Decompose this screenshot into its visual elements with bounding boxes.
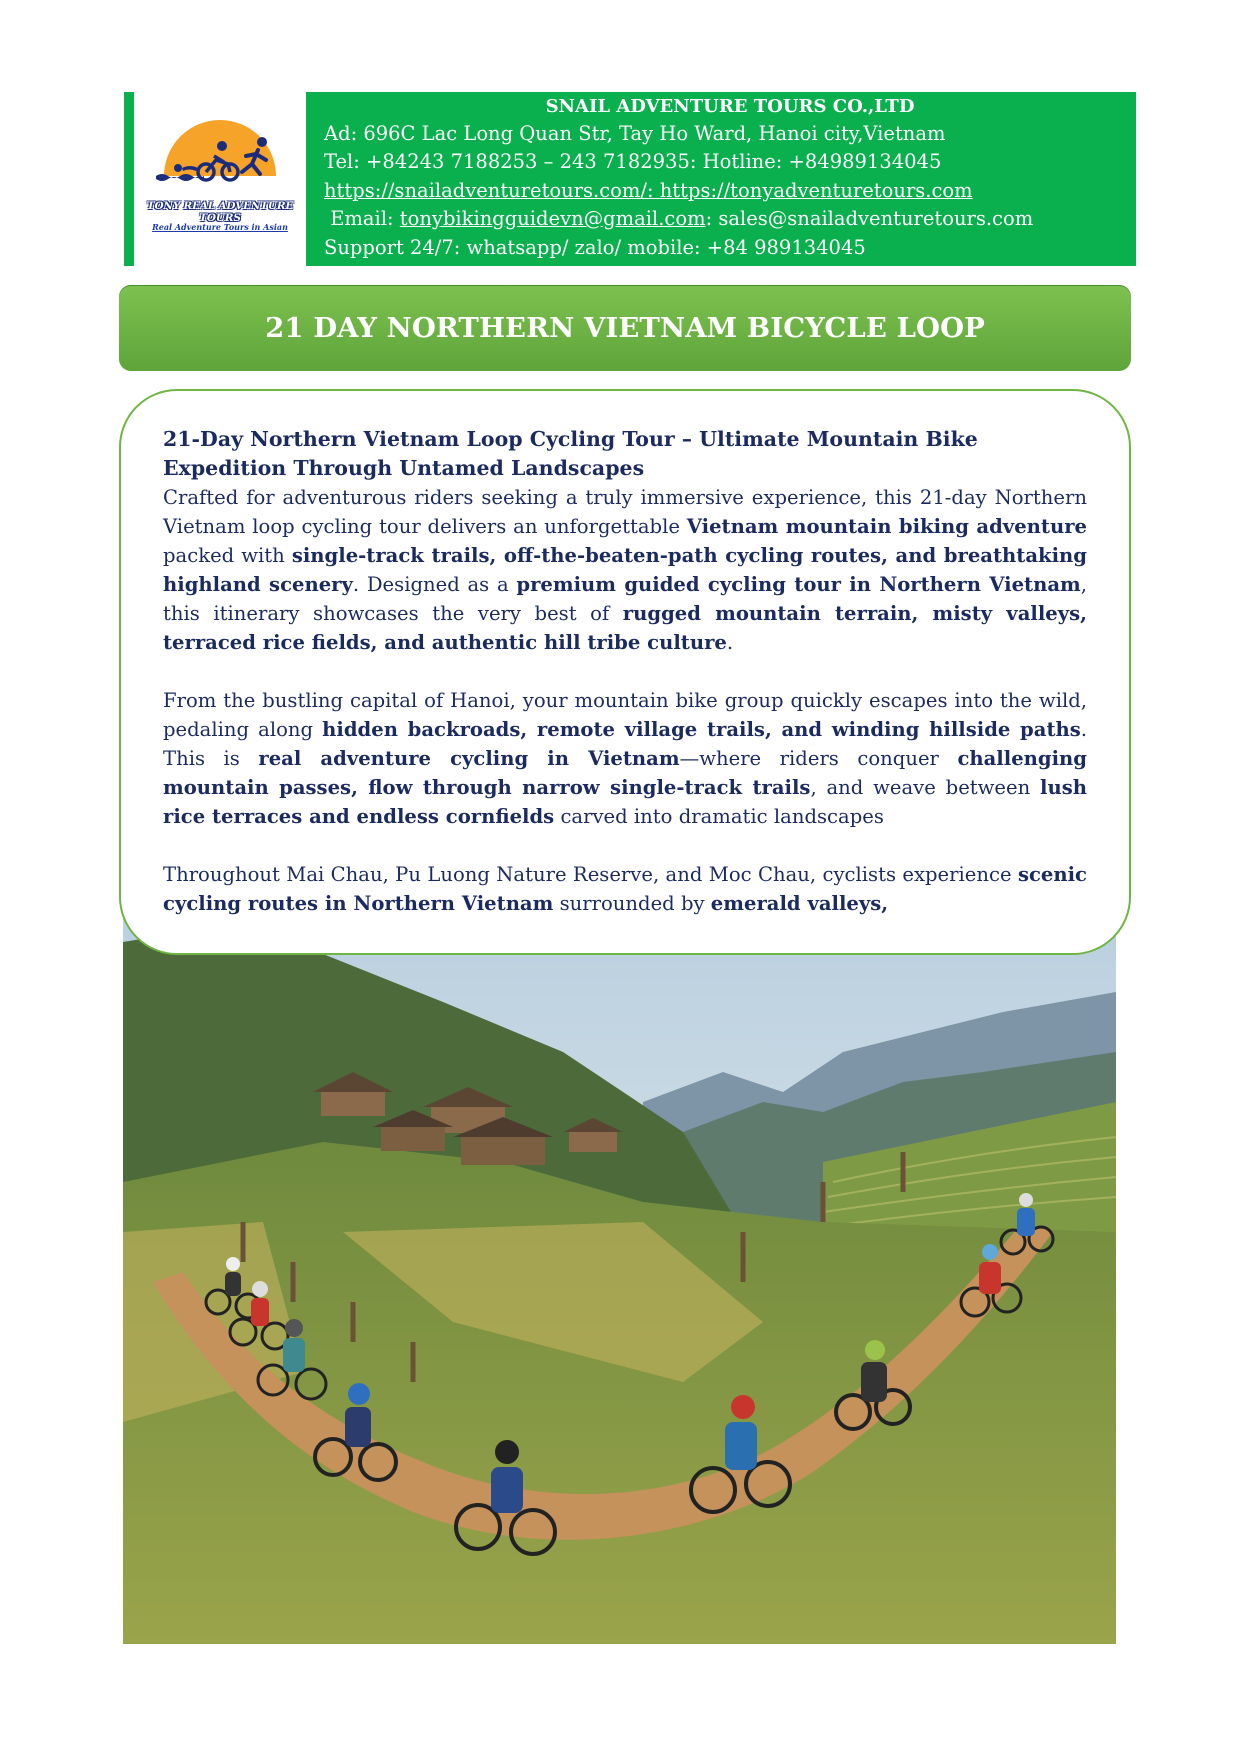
description-paragraph-2 bbox=[163, 686, 1087, 831]
p2-highlight: lush rice terraces and endless cornfields bbox=[163, 776, 1088, 828]
p3-run: surrounded by bbox=[553, 892, 711, 915]
tour-description-card bbox=[119, 389, 1131, 955]
p2-run: From the bustling capital of Hanoi, your mountain bike group quickly escapes into the wild, pedaling along bbox=[163, 689, 1087, 741]
p1-run: . bbox=[726, 631, 734, 654]
tour-photo bbox=[123, 902, 1116, 1644]
p1-run: , this itinerary showcases the very best of bbox=[163, 573, 1087, 625]
p1-highlight: premium guided cycling tour in Northern Vietnam bbox=[516, 573, 1081, 596]
email-link[interactable]: tonybikingguidevn@gmail.com bbox=[399, 207, 706, 231]
email-sales: : sales@snailadventuretours.com bbox=[705, 207, 1034, 231]
mountain-biking-photo bbox=[123, 902, 1116, 1644]
tour-title: 21 DAY NORTHERN VIETNAM BICYCLE LOOP bbox=[265, 312, 985, 344]
company-support: Support 24/7: whatsapp/ zalo/ mobile: +84 989134045 bbox=[324, 235, 866, 259]
p1-run: Crafted for adventurous riders seeking a truly immersive experience, this 21-day Northern Vietnam loop cycling tour delivers an unforgettable bbox=[163, 486, 1087, 538]
website-link-snail[interactable]: https://snailadventuretours.com/ bbox=[324, 178, 647, 202]
p2-highlight: challenging mountain passes, flow through narrow single-track trails bbox=[163, 747, 1087, 799]
description-paragraph-3 bbox=[163, 860, 1087, 918]
company-header bbox=[124, 92, 1136, 266]
p1-highlight: Vietnam mountain biking adventure bbox=[686, 515, 1087, 538]
p3-highlight: scenic cycling routes in Northern Vietnam bbox=[163, 863, 1087, 915]
website-separator: : bbox=[646, 178, 660, 202]
p2-run: , and weave between bbox=[810, 776, 1041, 799]
company-phone: Tel: +84243 7188253 – 243 7182935: Hotline: +84989134045 bbox=[324, 150, 942, 174]
logo-tagline: Real Adventure Tours in Asian bbox=[152, 222, 288, 232]
p1-highlight: rugged mountain terrain, misty valleys, terraced rice fields, and authentic hill tribe culture bbox=[163, 602, 1087, 654]
description-heading: 21-Day Northern Vietnam Loop Cycling Tour – Ultimate Mountain Bike Expedition Through Untamed Landscapes bbox=[163, 427, 978, 480]
company-logo bbox=[134, 92, 306, 266]
p1-highlight: single-track trails, off-the-beaten-path cycling routes, and breathtaking highland scenery bbox=[163, 544, 1088, 596]
p2-run: carved into dramatic landscapes bbox=[554, 805, 884, 828]
p2-highlight: hidden backroads, remote village trails, and winding hillside paths bbox=[322, 718, 1081, 741]
company-websites bbox=[324, 177, 1136, 205]
description-paragraph-1 bbox=[163, 483, 1087, 657]
p2-highlight: real adventure cycling in Vietnam bbox=[258, 747, 680, 770]
website-link-tony[interactable]: https://tonyadventuretours.com bbox=[659, 178, 973, 202]
tour-description bbox=[163, 425, 1087, 918]
logo-emblem-icon bbox=[150, 106, 290, 202]
p1-run: . Designed as a bbox=[352, 573, 517, 596]
p2-run: —where riders conquer bbox=[679, 747, 958, 770]
p3-highlight: emerald valleys, bbox=[710, 892, 889, 915]
company-name: SNAIL ADVENTURE TOURS CO.,LTD bbox=[545, 96, 915, 117]
company-address: Ad: 696C Lac Long Quan Str, Tay Ho Ward, Hanoi city,Vietnam bbox=[324, 122, 946, 145]
company-email bbox=[324, 205, 1136, 233]
p3-run: Throughout Mai Chau, Pu Luong Nature Reserve, and Moc Chau, cyclists experience bbox=[163, 863, 1018, 886]
p2-run: . This is bbox=[163, 718, 1088, 770]
logo-title: TONY REAL ADVENTURE TOURS bbox=[146, 200, 294, 224]
company-details bbox=[324, 92, 1136, 262]
p1-run: packed with bbox=[163, 544, 292, 567]
email-prefix: Email: bbox=[324, 207, 400, 231]
tour-title-bar bbox=[119, 285, 1131, 371]
